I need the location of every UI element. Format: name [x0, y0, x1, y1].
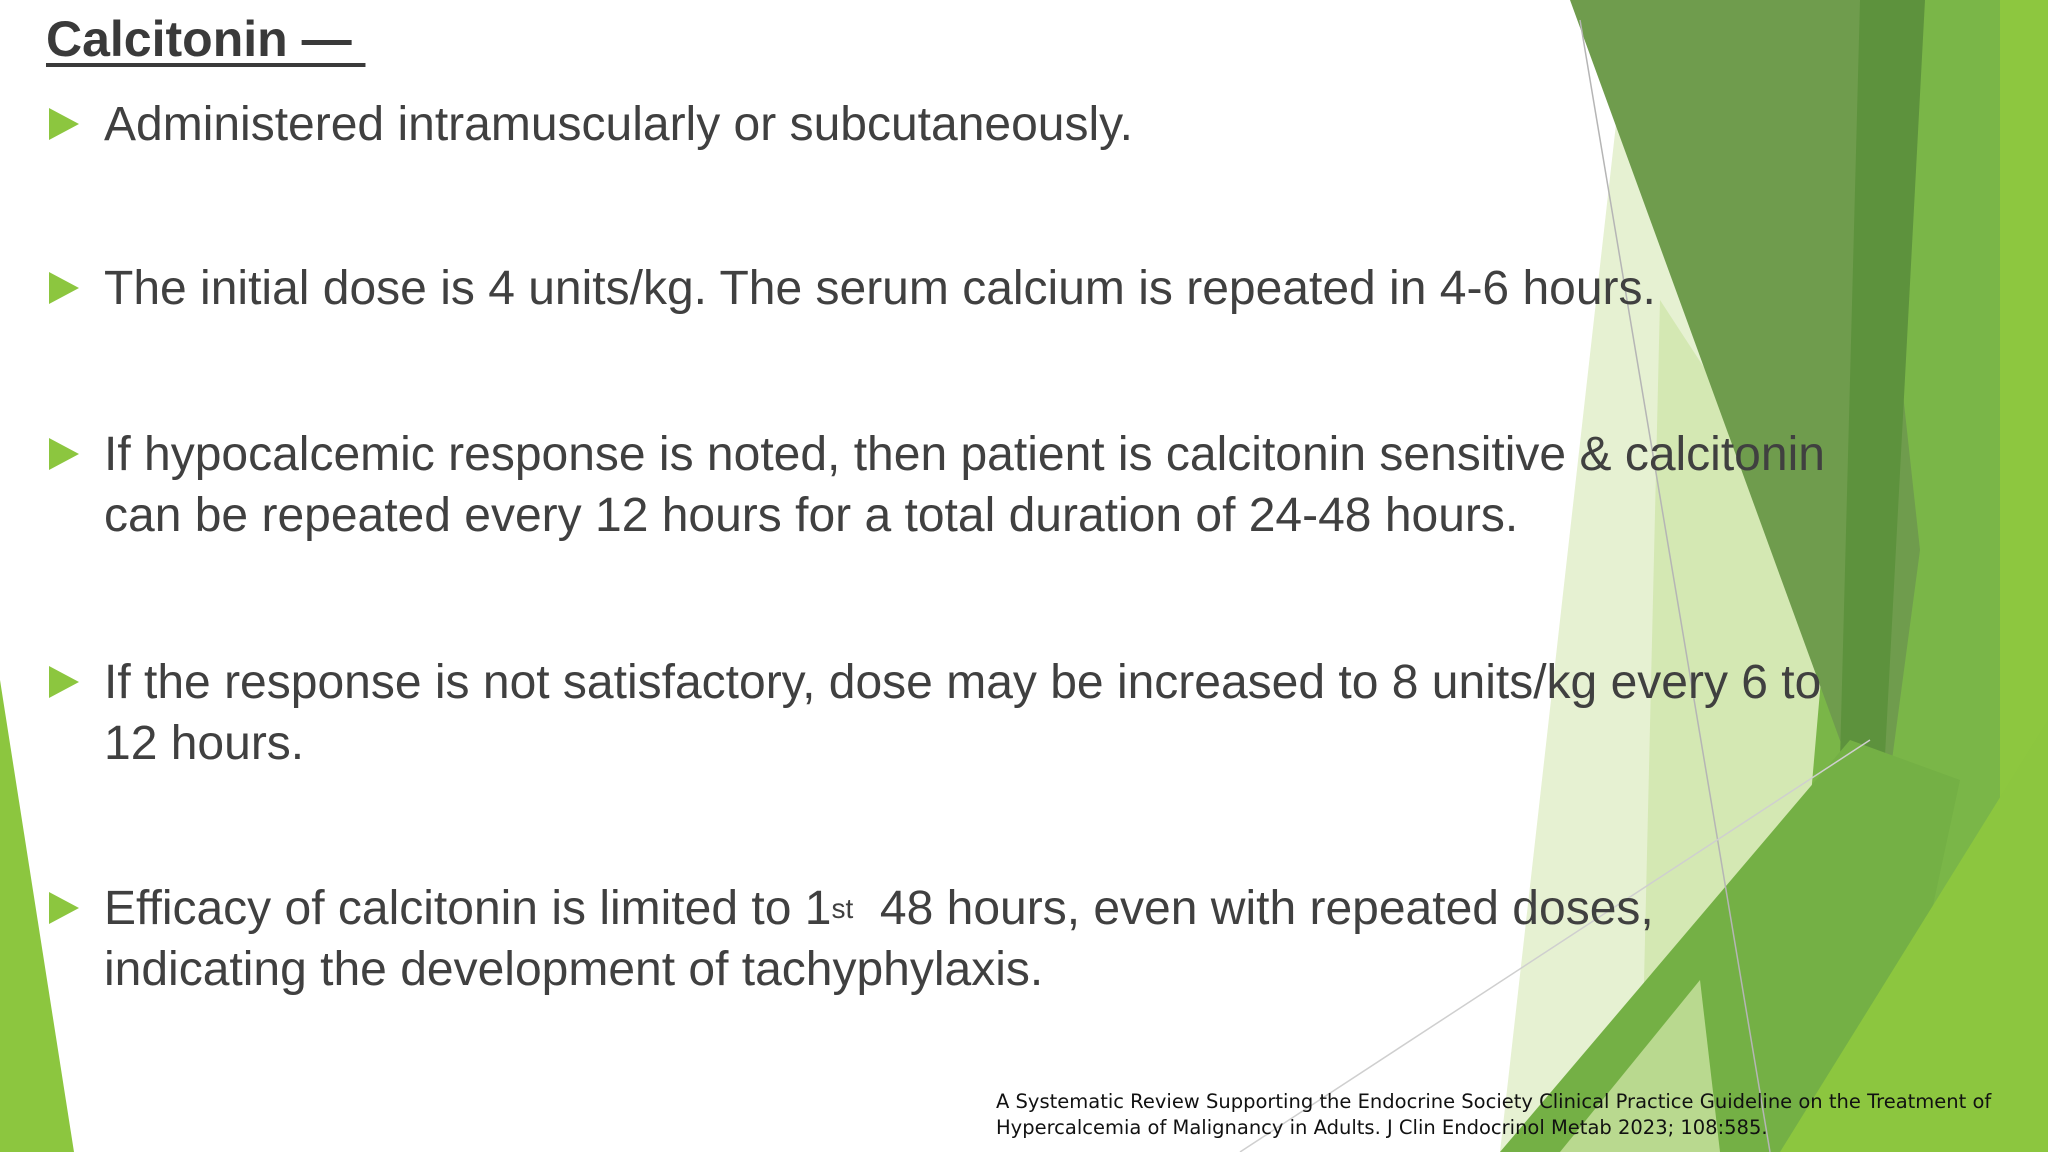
bullet-line: The initial dose is 4 units/kg. The serum calcium is repeated in 4-6 hours.	[104, 262, 1656, 315]
bullet-arrow-icon	[49, 272, 79, 304]
bullet-arrow-icon	[49, 892, 79, 924]
bullet-line: can be repeated every 12 hours for a total duration of 24-48 hours.	[104, 489, 1519, 542]
citation	[996, 1089, 2046, 1141]
bullet-text	[104, 652, 2004, 774]
bullet-line: 12 hours.	[104, 717, 305, 770]
bullet-text	[104, 258, 2004, 319]
slide-title: Calcitonin —	[46, 11, 366, 67]
citation-line: Hypercalcemia of Malignancy in Adults. J Clin Endocrinol Metab 2023; 108:585.	[996, 1116, 1768, 1139]
bullet-line: If the response is not satisfactory, dose may be increased to 8 units/kg every 6 to	[104, 656, 1822, 709]
bullet-line	[104, 878, 2004, 939]
bullet-arrow-icon	[49, 666, 79, 698]
bullet-line: If hypocalcemic response is noted, then patient is calcitonin sensitive & calcitonin	[104, 428, 1825, 481]
bullet-text	[104, 94, 2004, 155]
bullet-arrow-icon	[49, 438, 79, 470]
bullet-line: indicating the development of tachyphylaxis.	[104, 943, 1044, 996]
citation-line: A Systematic Review Supporting the Endocrine Society Clinical Practice Guideline on the Treatment of	[996, 1090, 1992, 1113]
ordinal-superscript: st	[831, 893, 854, 924]
bullet-arrow-icon	[49, 108, 79, 140]
bullet-text	[104, 878, 2004, 1000]
bullet-text	[104, 424, 2004, 546]
bullet-text-part: 48 hours, even with repeated doses,	[853, 882, 1654, 935]
bullet-line: Administered intramuscularly or subcutaneously.	[104, 98, 1133, 151]
bullet-text-part: Efficacy of calcitonin is limited to 1	[104, 882, 832, 935]
